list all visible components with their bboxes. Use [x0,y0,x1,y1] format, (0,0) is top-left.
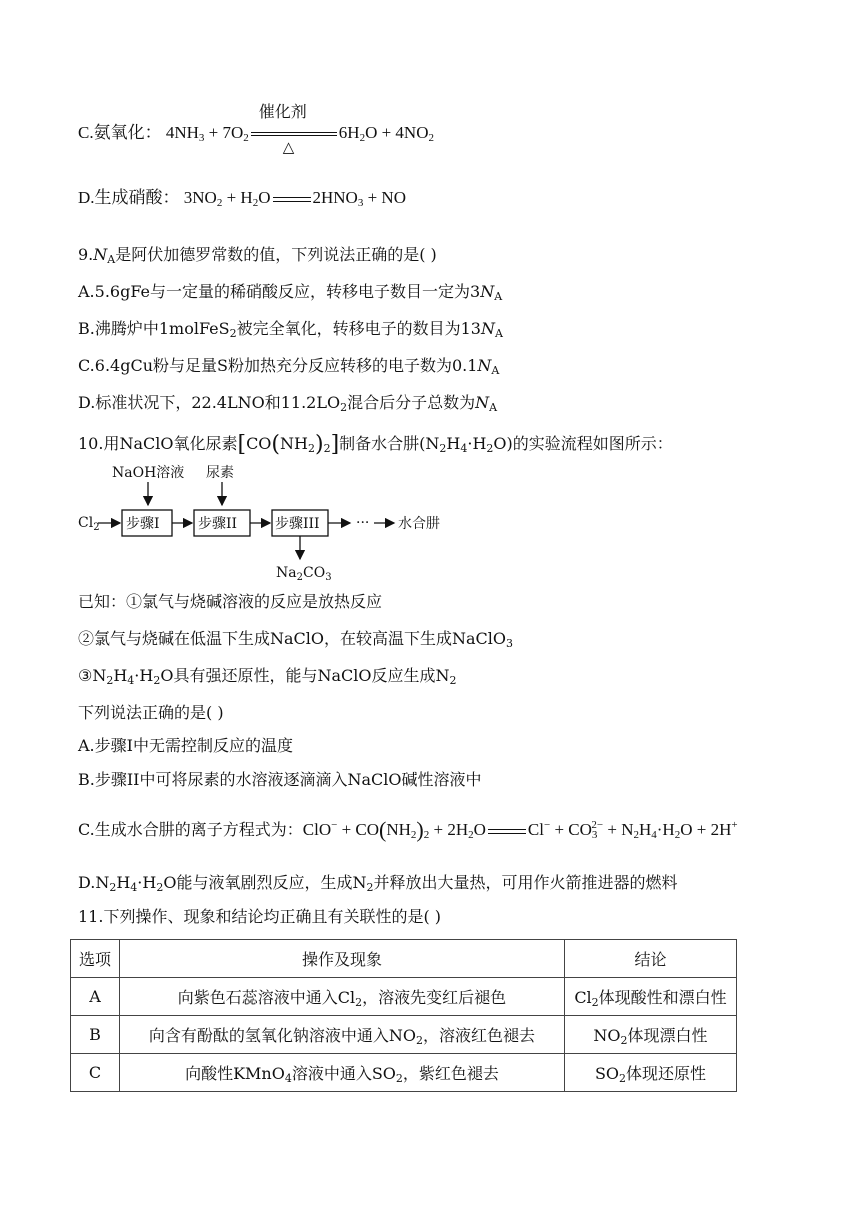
q10-option-b: B.步骤II中可将尿素的水溶液逐滴滴入NaClO碱性溶液中 [78,770,482,789]
header-conclusion: 结论 [565,940,737,978]
q9-option-d: D.标准状况下，22.4LNO和$11.2LO_2$混合后分子总数为$N_A$ [78,393,498,414]
q10-flow-diagram [76,462,476,584]
catalyst-label: 催化剂 [258,102,307,122]
q8-option-d-label: D.生成硝酸： [78,188,180,207]
q8-option-c-label: C.氨氧化： [78,123,162,142]
q10-stem: 10.用NaClO氧化尿素$[CO(NH_2)_2]$制备水合肼$(N_2H_4\cdot H_2O)$的实验流程如图所示： [78,432,673,457]
step-3-label: 步骤III [275,516,320,532]
q9-stem: $9.N_A$是阿伏加德罗常数的值，下列说法正确的是( ) [78,245,437,266]
step-1-label: 步骤I [126,516,160,532]
q11-stem: 11.下列操作、现象和结论均正确且有关联性的是( ) [78,907,442,926]
step-2-label: 步骤II [198,516,238,532]
q9-option-a: A.5.6gFe与一定量的稀硝酸反应，转移电子数目一定为$3N_A$ [78,282,503,303]
table-row: A 向紫色石蕊溶液中通入$Cl_2$，溶液先变红后褪色 $Cl_2$体现酸性和漂白性 [71,978,737,1016]
naoh-label: NaOH溶液 [112,465,185,481]
q10-ask: 下列说法正确的是( ) [78,703,224,722]
table-header-row [71,940,737,978]
q9-option-c: C.6.4gCu粉与足量S粉加热充分反应转移的电子数为$0.1N_A$ [78,356,500,377]
q8-option-d: D.生成硝酸： $3NO_2 + H_2O$ $2HNO_3$ + NO [78,188,406,209]
q9-option-b: B.沸腾炉中1molFeS$_2$被完全氧化，转移电子的数目为$13N_A$ [78,319,503,340]
header-operation: 操作及现象 [120,940,565,978]
urea-label: 尿素 [206,465,234,481]
catalyst-heat-condition [251,102,337,157]
q10-known-3: $③N_2H_4\cdot H_2O$具有强还原性，能与NaClO反应生成$N_2$ [78,666,457,687]
q10-known-2: ②氯气与烧碱在低温下生成NaClO，在较高温下生成NaClO$_3$ [78,629,514,650]
na2co3-label: $Na_2CO_3$ [276,565,332,583]
header-option: 选项 [71,940,120,978]
table-row: B 向含有酚酞的氢氧化钠溶液中通入$NO_2$，溶液红色褪去 $NO_2$体现漂白性 [71,1016,737,1054]
q10-known-1: 已知：①氯气与烧碱溶液的反应是放热反应 [78,592,383,611]
product-label: 水合肼 [398,516,440,532]
q8-option-c: C.氨氧化： $4NH_3 + 7O_2$ 催化剂 △ $6H_2O + 4NO_2$ [78,122,434,145]
q10-option-d: $D.N_2H_4\cdot H_2O$能与液氧剧烈反应，生成$N_2$并释放出大量热，可用作火箭推进器的燃料 [78,873,678,894]
cl2-label: $Cl_2$ [78,515,100,533]
flow-dots: ··· [356,515,370,531]
q11-table [70,939,737,1092]
heat-symbol: △ [282,140,295,157]
q10-option-c: C.生成水合肼的离子方程式为：$ClO^- + CO(NH_2)_2 + 2H_2O$ $Cl^- + CO_3^{2-} + N_2H_4\cdot H_2O + 2H^+$ [78,817,738,842]
table-row: C 向酸性KMnO$_4$溶液中通入$SO_2$，紫红色褪去 $SO_2$体现还原性 [71,1054,737,1092]
q10-option-a: A.步骤I中无需控制反应的温度 [78,736,293,755]
